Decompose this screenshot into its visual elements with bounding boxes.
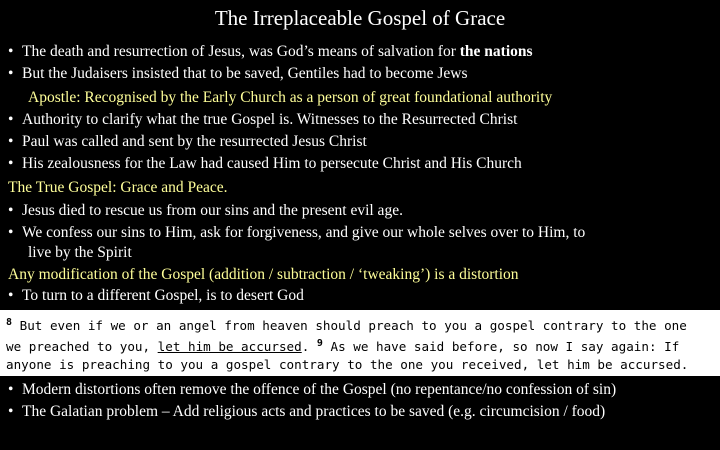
bullet-line <box>8 42 533 62</box>
bullet-icon: • <box>8 111 14 128</box>
scripture-quote-box <box>0 310 720 376</box>
quote-text: But even if we or an angel from heaven should preach to you a gospel contrary to the one <box>12 318 687 333</box>
bullet-line <box>8 201 403 221</box>
verse-number: 8 <box>6 317 13 328</box>
section-heading-apostle: Apostle: Recognised by the Early Church as a person of great foundational authority <box>28 89 553 106</box>
line-emphasis: the nations <box>459 43 533 60</box>
bullet-line <box>8 110 517 130</box>
bullet-icon: • <box>8 224 14 241</box>
bullet-line <box>8 154 522 174</box>
line-text: But the Judaisers insisted that to be saved, Gentiles had to become Jews <box>22 65 468 82</box>
bullet-icon: • <box>8 403 14 420</box>
bullet-line <box>8 223 585 243</box>
quote-text: . <box>301 339 317 354</box>
line-text: Modern distortions often remove the offence of the Gospel (no repentance/no confession of sin) <box>22 381 617 398</box>
line-text: We confess our sins to Him, ask for forgiveness, and give our whole selves over to Him, to <box>22 224 586 241</box>
line-text: His zealousness for the Law had caused Him to persecute Christ and His Church <box>22 155 522 172</box>
slide-title: The Irreplaceable Gospel of Grace <box>214 6 506 30</box>
bullet-line <box>8 64 468 84</box>
quote-emphasis: let him be accursed <box>157 339 302 354</box>
bullet-icon: • <box>8 133 14 150</box>
line-text: The Galatian problem – Add religious acts and practices to be saved (e.g. circumcision / food) <box>22 403 606 420</box>
quote-line <box>6 354 688 375</box>
bullet-line <box>8 402 605 422</box>
line-text: Jesus died to rescue us from our sins and the present evil age. <box>22 202 403 219</box>
bullet-line-continuation: live by the Spirit <box>28 244 132 261</box>
quote-text: anyone is preaching to you a gospel contrary to the one you received, let him be accursed. <box>6 357 689 372</box>
line-text: Authority to clarify what the true Gospel is. Witnesses to the Resurrected Christ <box>22 111 518 128</box>
verse-number: 9 <box>316 338 323 349</box>
quote-text: As we have said before, so now I say again: If <box>322 339 680 354</box>
bullet-icon: • <box>8 43 14 60</box>
bullet-icon: • <box>8 287 14 304</box>
bullet-line <box>8 286 304 306</box>
bullet-icon: • <box>8 381 14 398</box>
line-text: Paul was called and sent by the resurrected Jesus Christ <box>22 133 367 150</box>
bullet-line <box>8 132 367 152</box>
bullet-line <box>8 380 616 400</box>
line-text: To turn to a different Gospel, is to desert God <box>22 287 304 304</box>
line-text: The death and resurrection of Jesus, was God’s means of salvation for <box>22 43 460 60</box>
section-heading-modification: Any modification of the Gospel (addition / subtraction / ‘tweaking’) is a distortion <box>8 266 519 283</box>
bullet-icon: • <box>8 202 14 219</box>
bullet-icon: • <box>8 65 14 82</box>
section-heading-true-gospel: The True Gospel: Grace and Peace. <box>8 179 228 196</box>
quote-text: we preached to you, <box>6 339 158 354</box>
bullet-icon: • <box>8 155 14 172</box>
